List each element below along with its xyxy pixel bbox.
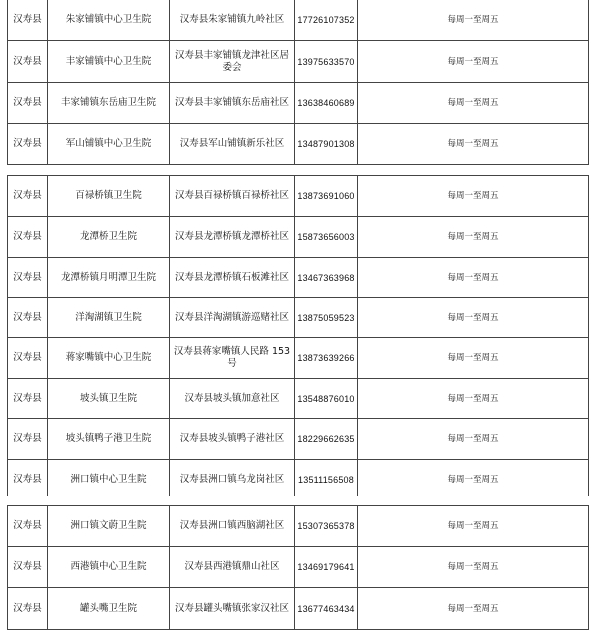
address-cell: 汉寿县龙潭桥镇龙潭桥社区 — [170, 217, 295, 258]
phone-cell: 13469179641 — [295, 547, 358, 588]
phone-cell: 13873691060 — [295, 176, 358, 217]
county-cell: 汉寿县 — [8, 124, 48, 165]
address-cell: 汉寿县洲口镇乌龙岗社区 — [170, 460, 295, 500]
phone-cell: 13511156508 — [295, 460, 358, 500]
phone-cell: 13875059523 — [295, 298, 358, 338]
schedule-cell: 每周一至周五 — [358, 506, 589, 547]
facility-cell: 洲口镇文蔚卫生院 — [48, 506, 170, 547]
phone-cell: 13638460689 — [295, 83, 358, 124]
facility-cell: 坡头镇卫生院 — [48, 379, 170, 419]
address-cell: 汉寿县百禄桥镇百禄桥社区 — [170, 176, 295, 217]
address-cell: 汉寿县洲口镇西脑湖社区 — [170, 506, 295, 547]
address-cell: 汉寿县丰家铺镇龙津社区居委会 — [170, 41, 295, 83]
table-row — [8, 217, 589, 258]
address-cell: 汉寿县军山铺镇新乐社区 — [170, 124, 295, 165]
facility-cell: 朱家铺镇中心卫生院 — [48, 0, 170, 41]
county-cell: 汉寿县 — [8, 419, 48, 460]
schedule-cell: 每周一至周五 — [358, 124, 589, 165]
schedule-cell: 每周一至周五 — [358, 379, 589, 419]
table-row — [8, 176, 589, 217]
facility-cell: 丰家铺镇东岳庙卫生院 — [48, 83, 170, 124]
county-cell: 汉寿县 — [8, 547, 48, 588]
facility-cell: 洋淘湖镇卫生院 — [48, 298, 170, 338]
county-cell: 汉寿县 — [8, 0, 48, 41]
table-row — [8, 41, 589, 83]
table-row — [8, 258, 589, 298]
schedule-cell: 每周一至周五 — [358, 41, 589, 83]
county-cell: 汉寿县 — [8, 83, 48, 124]
county-cell: 汉寿县 — [8, 217, 48, 258]
clinic-table-section — [7, 505, 589, 630]
page-break-gap — [0, 496, 600, 505]
address-cell: 汉寿县丰家铺镇东岳庙社区 — [170, 83, 295, 124]
facility-cell: 坡头镇鸭子港卫生院 — [48, 419, 170, 460]
county-cell: 汉寿县 — [8, 460, 48, 500]
clinic-table-section — [7, 175, 589, 500]
county-cell: 汉寿县 — [8, 506, 48, 547]
schedule-cell: 每周一至周五 — [358, 176, 589, 217]
schedule-cell: 每周一至周五 — [358, 298, 589, 338]
county-cell: 汉寿县 — [8, 338, 48, 379]
phone-cell: 18229662635 — [295, 419, 358, 460]
phone-cell: 13487901308 — [295, 124, 358, 165]
clinic-table-section — [7, 0, 589, 165]
phone-cell: 13873639266 — [295, 338, 358, 379]
schedule-cell: 每周一至周五 — [358, 419, 589, 460]
schedule-cell: 每周一至周五 — [358, 338, 589, 379]
facility-cell: 百禄桥镇卫生院 — [48, 176, 170, 217]
schedule-cell: 每周一至周五 — [358, 460, 589, 500]
county-cell: 汉寿县 — [8, 588, 48, 630]
table-row — [8, 506, 589, 547]
facility-cell: 龙潭桥镇月明潭卫生院 — [48, 258, 170, 298]
schedule-cell: 每周一至周五 — [358, 83, 589, 124]
phone-cell: 13467363968 — [295, 258, 358, 298]
facility-cell: 军山铺镇中心卫生院 — [48, 124, 170, 165]
facility-cell: 丰家铺镇中心卫生院 — [48, 41, 170, 83]
facility-cell: 洲口镇中心卫生院 — [48, 460, 170, 500]
schedule-cell: 每周一至周五 — [358, 588, 589, 630]
schedule-cell: 每周一至周五 — [358, 258, 589, 298]
facility-cell: 西港镇中心卫生院 — [48, 547, 170, 588]
table-row — [8, 0, 589, 41]
address-cell: 汉寿县蒋家嘴镇人民路 153 号 — [170, 338, 295, 379]
table-row — [8, 338, 589, 379]
phone-cell: 15873656003 — [295, 217, 358, 258]
table-row — [8, 588, 589, 630]
table-row — [8, 83, 589, 124]
county-cell: 汉寿县 — [8, 298, 48, 338]
table-row — [8, 460, 589, 500]
address-cell: 汉寿县西港镇鼎山社区 — [170, 547, 295, 588]
address-cell: 汉寿县罐头嘴镇张家汉社区 — [170, 588, 295, 630]
county-cell: 汉寿县 — [8, 41, 48, 83]
facility-cell: 罐头嘴卫生院 — [48, 588, 170, 630]
address-cell: 汉寿县龙潭桥镇石板滩社区 — [170, 258, 295, 298]
table-row — [8, 298, 589, 338]
schedule-cell: 每周一至周五 — [358, 547, 589, 588]
county-cell: 汉寿县 — [8, 176, 48, 217]
schedule-cell: 每周一至周五 — [358, 217, 589, 258]
schedule-cell: 每周一至周五 — [358, 0, 589, 41]
address-cell: 汉寿县坡头镇鸭子港社区 — [170, 419, 295, 460]
facility-cell: 龙潭桥卫生院 — [48, 217, 170, 258]
table-row — [8, 419, 589, 460]
page-break-gap — [0, 166, 600, 175]
phone-cell: 13548876010 — [295, 379, 358, 419]
table-row — [8, 379, 589, 419]
address-cell: 汉寿县洋淘湖镇游巡赌社区 — [170, 298, 295, 338]
county-cell: 汉寿县 — [8, 379, 48, 419]
phone-cell: 15307365378 — [295, 506, 358, 547]
phone-cell: 13677463434 — [295, 588, 358, 630]
address-cell: 汉寿县坡头镇加意社区 — [170, 379, 295, 419]
county-cell: 汉寿县 — [8, 258, 48, 298]
table-row — [8, 547, 589, 588]
phone-cell: 17726107352 — [295, 0, 358, 41]
address-cell: 汉寿县朱家铺镇九岭社区 — [170, 0, 295, 41]
phone-cell: 13975633570 — [295, 41, 358, 83]
facility-cell: 蒋家嘴镇中心卫生院 — [48, 338, 170, 379]
table-row — [8, 124, 589, 165]
